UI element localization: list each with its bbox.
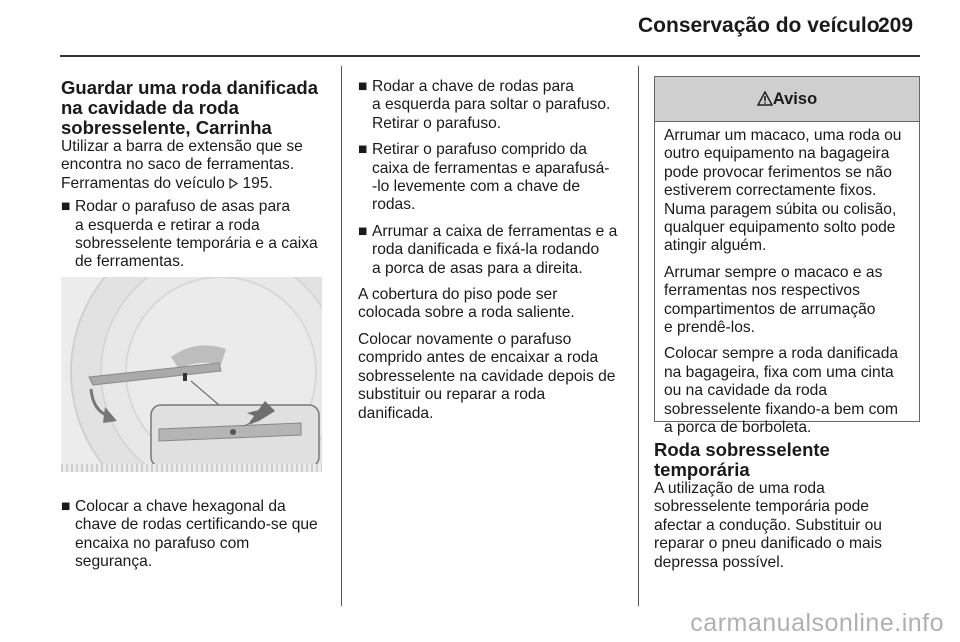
page-number: 209 [878,14,914,37]
list-item [358,141,630,215]
warning-paragraph [664,345,910,437]
heading-line: na cavidade da roda [61,97,239,118]
text-line: e prendê-los. [664,319,756,337]
text-line: afectar a condução. Substituir ou [654,516,882,534]
text-line: a esquerda para soltar o parafuso. [372,96,611,114]
section-heading: Roda sobresselente temporária [654,439,830,480]
text-line: -lo levemente com a chave de [372,178,581,196]
text-line: ou na cavidade da roda [664,382,827,400]
text-line: substituir ou reparar a roda [358,386,546,404]
text-line: Retirar o parafuso comprido da [372,141,587,159]
text-line: na bagageira, fixa com uma cinta [664,363,894,381]
watermark: carmanualsonline.info [690,609,944,637]
list-item [61,498,331,572]
column-1-continued [61,498,331,580]
heading-line: Guardar uma roda danificada [61,77,319,98]
text-line: Rodar a chave de rodas para [372,78,574,95]
text-line: a porca de borboleta. [664,419,812,437]
bullet-icon: ■ [358,222,368,240]
text-line: compartimentos de arrumação [664,300,876,318]
text-line: estiverem correctamente fixos. [664,182,877,200]
paragraph [358,331,630,423]
text-line: Arrumar a caixa de ferramentas e a [372,222,618,240]
text-line: sobresselente fixando-a bem com [664,400,899,418]
column-2 [358,78,630,431]
text-line: Arrumar sempre o macaco e as [664,263,883,281]
warning-paragraph [664,264,910,338]
text-line: a porca de asas para a direita. [372,259,583,277]
page-section-title: Conservação do veículo [638,14,880,37]
list-item [61,198,331,272]
bullet-icon: ■ [61,198,71,216]
text-line: Retirar o parafuso. [372,114,502,132]
header-rule [60,55,920,57]
text-line: atingir alguém. [664,237,767,255]
paragraph [654,480,924,572]
text-line: Colocar novamente o parafuso [358,330,572,348]
text-line: comprido antes de encaixar a roda [358,349,599,367]
list-item [358,223,630,278]
text-line: chave de rodas certificando-se que [75,516,318,534]
text-line: Numa paragem súbita ou colisão, [664,200,897,218]
text-line: colocada sobre a roda saliente. [358,304,575,322]
reference-page: 195. [238,174,273,192]
bullet-icon: ■ [61,498,71,515]
text-line: Arrumar um macaco, uma roda ou [664,127,902,144]
intro-paragraph [61,138,331,193]
heading-line: sobresselente, Carrinha [61,117,272,138]
warning-triangle-icon [757,79,773,94]
spare-wheel-illustration [61,277,322,472]
text-line: Rodar o parafuso de asas para [75,198,290,216]
reference-label: Ferramentas do veículo [61,174,225,192]
text-line: ferramentas nos respectivos [664,282,860,300]
text-line: encontra no saco de ferramentas. [61,156,295,174]
cross-reference[interactable] [61,175,273,192]
text-line: segurança. [75,553,153,571]
warning-header [655,77,919,122]
text-line: encaixa no parafuso com [75,534,250,552]
paragraph [358,286,630,323]
text-line: Colocar sempre a roda danificada [664,345,899,363]
warning-box [654,76,920,437]
figure-caption-bar [61,464,322,472]
warning-body [655,122,919,451]
bullet-icon: ■ [358,78,368,95]
text-line: de ferramentas. [75,253,185,271]
text-line: sobresselente na cavidade depois de [358,367,616,385]
text-line: pode provocar ferimentos se não [664,163,892,181]
text-line: sobresselente temporária pode [654,498,869,516]
column-3 [654,440,924,580]
text-line: caixa de ferramentas e aparafusá- [372,159,610,177]
text-line: reparar o pneu danificado o mais [654,535,882,553]
list-item [358,78,630,133]
text-line: danificada. [358,404,434,422]
text-line: qualquer equipamento solto pode [664,219,896,237]
page-reference-arrow-icon [229,176,238,187]
text-line: A utilização de uma roda [654,480,825,497]
section-heading [61,78,331,138]
text-line: Utilizar a barra de extensão que se [61,138,303,155]
text-line: depressa possível. [654,553,785,571]
text-line: A cobertura do piso pode ser [358,286,558,304]
column-divider-2 [638,66,639,606]
bullet-icon: ■ [358,141,368,159]
text-line: rodas. [372,196,416,214]
text-line: roda danificada e fixá-la rodando [372,241,600,259]
text-line: sobresselente temporária e a caixa [75,235,318,253]
text-line: outro equipamento na bagageira [664,145,890,163]
column-divider-1 [341,66,342,606]
text-line: Colocar a chave hexagonal da [75,498,286,515]
warning-paragraph [664,127,910,256]
text-line: a esquerda e retirar a roda [75,216,260,234]
column-1 [61,78,331,280]
warning-title: Aviso [772,90,818,108]
